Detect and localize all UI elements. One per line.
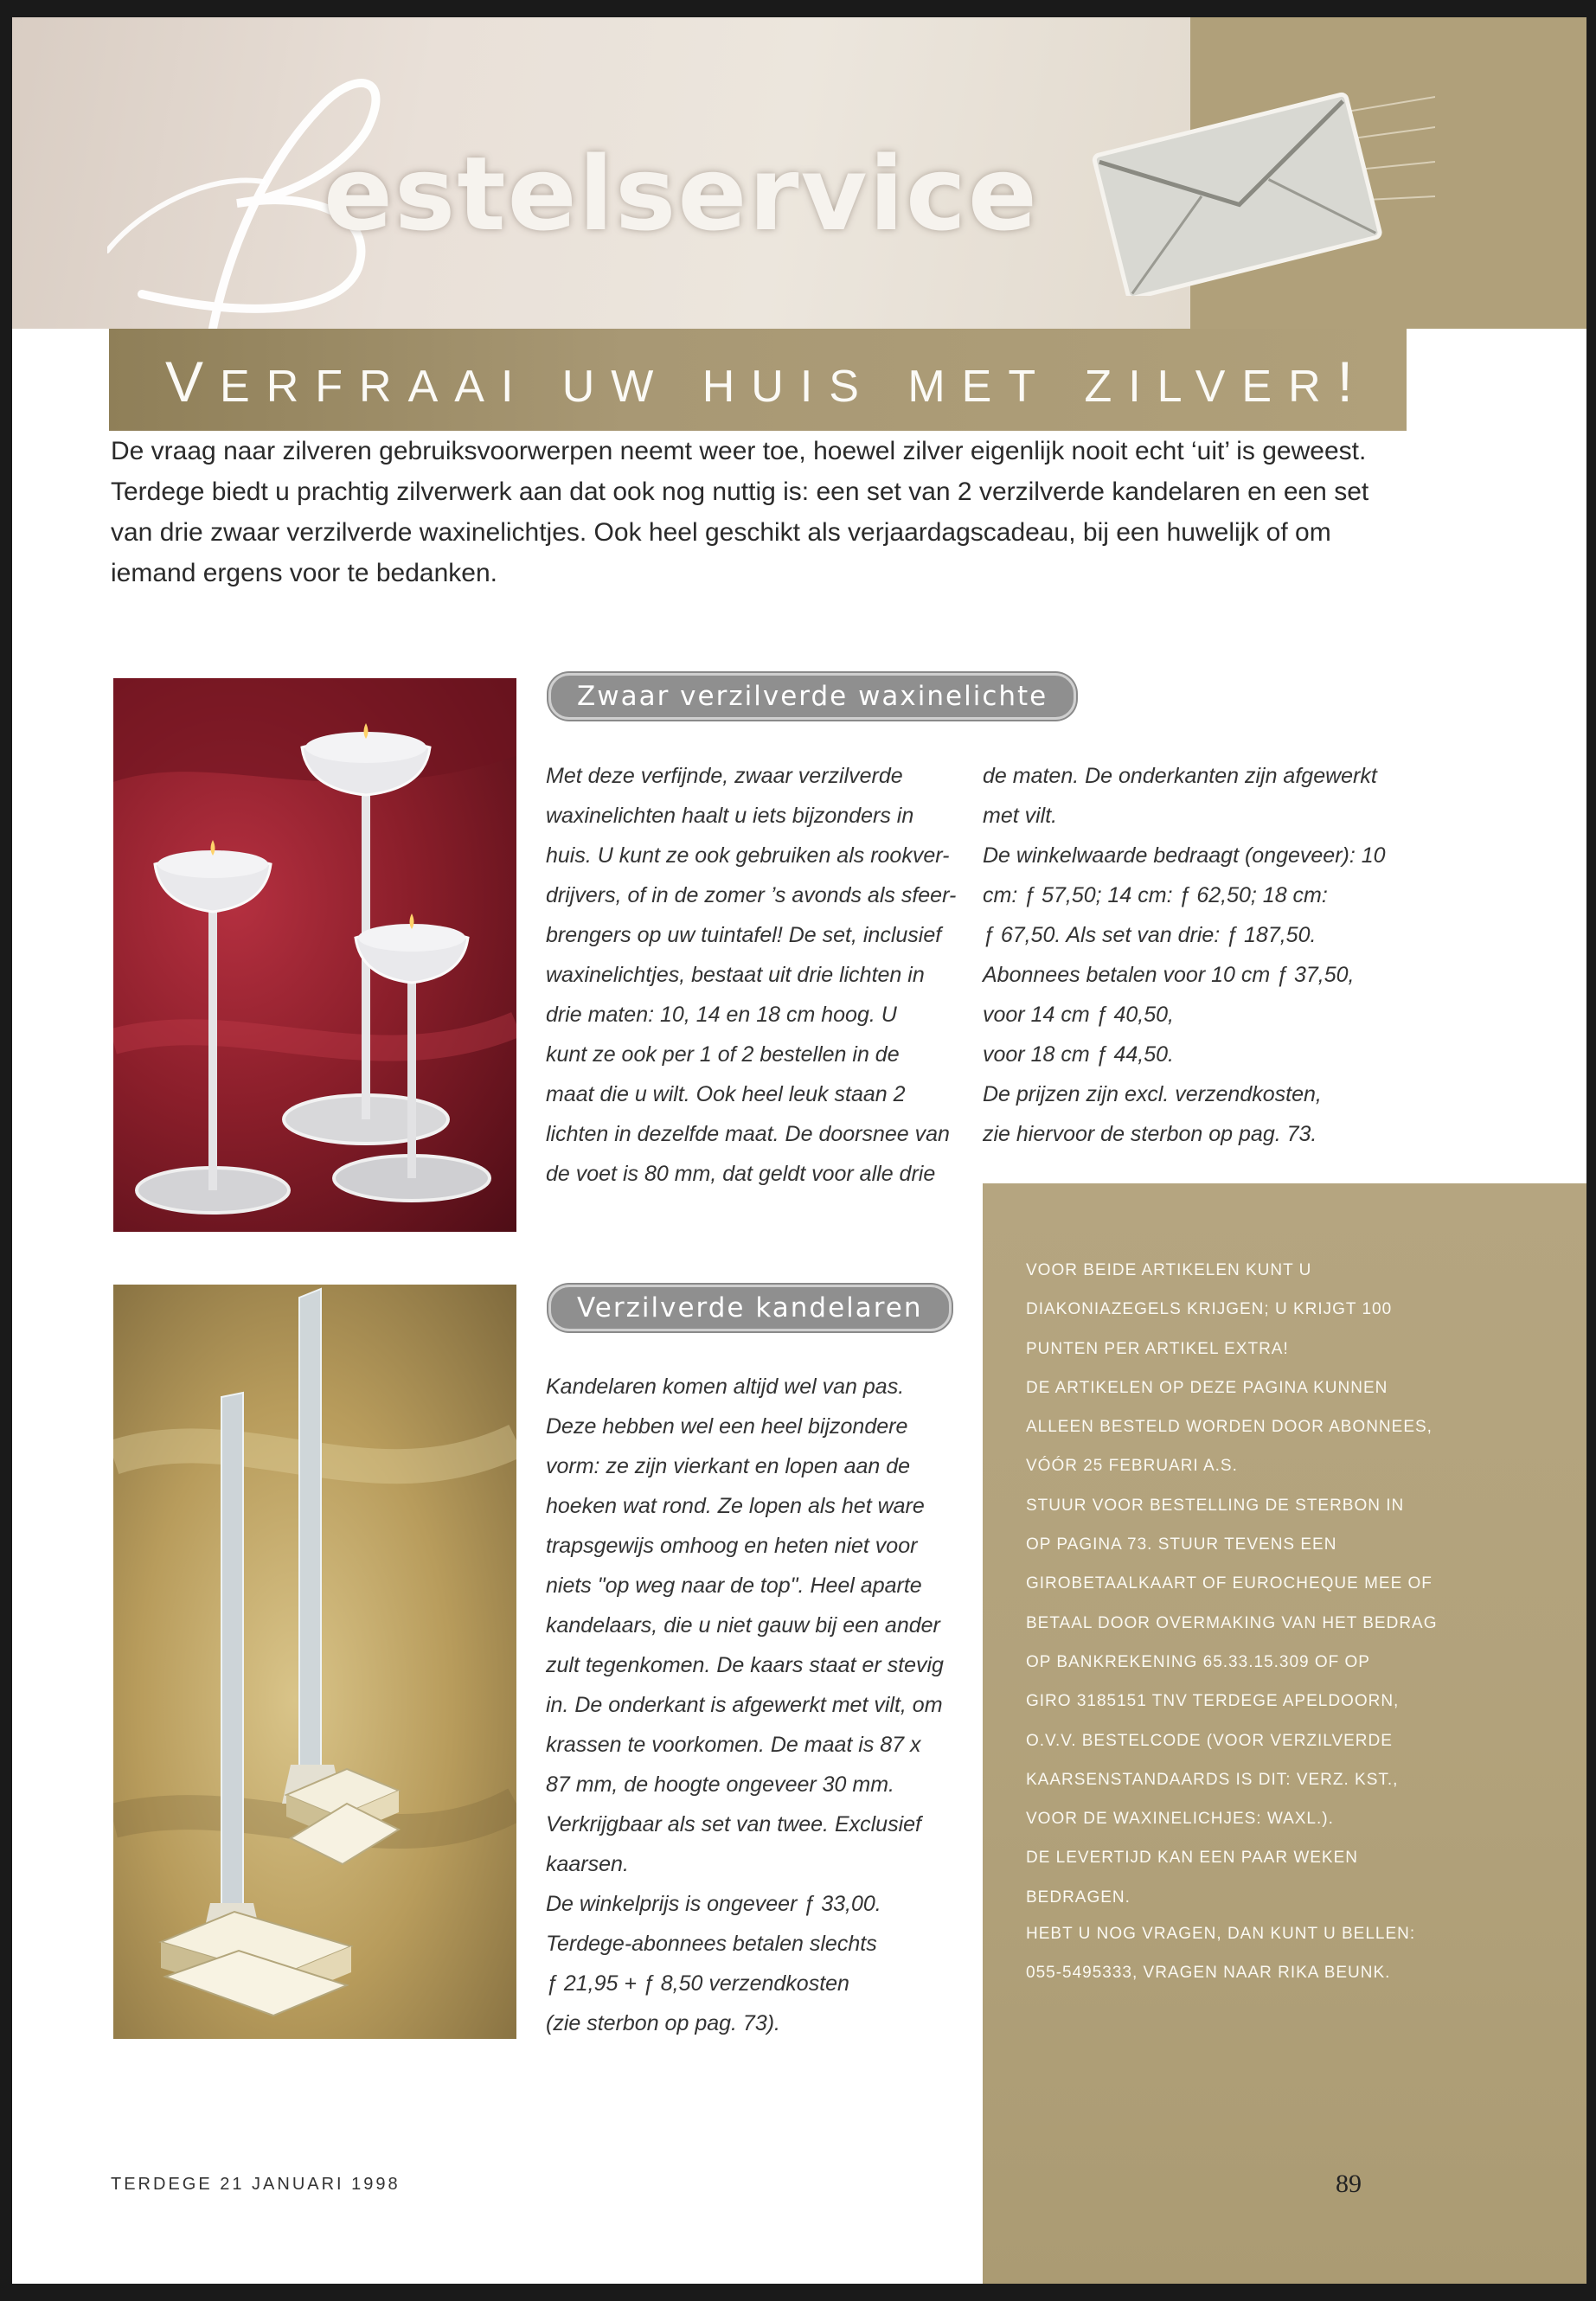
waxine-text-col2: de maten. De onderkanten zijn afgewerkt met vilt. De winkelwaarde bedraagt (ongeveer): 10 cm: ƒ 57,50; 14 cm: ƒ 62,50; 18 cm: ƒ 67,50. Als set van drie: ƒ 187,50. Abonnees betalen voor 10 cm ƒ 37,50, voor 14 cm ƒ 40,50, voor 18 cm ƒ 44,50. De prijzen zijn excl. verzendkosten, zie hiervoor de sterbon op pag. 73. xyxy=(983,764,1386,1146)
header-title: estelservice xyxy=(324,134,1039,253)
kandelaren-heading: Verzilverde kandelaren xyxy=(548,1285,952,1331)
order-info-panel xyxy=(983,1183,1586,2284)
intro-paragraph: De vraag naar zilveren gebruiksvoorwerpen neemt weer toe, hoewel zilver eigenlijk nooit echt ‘uit’ is geweest. Terdege biedt u prachtig zilverwerk aan dat ook nog nuttig is: een set van 2 verzilverde kandelaren en een set van drie zwaar verzilverde waxinelichtjes. Ook heel geschikt als verjaardagscadeau, bij een huwelijk of om iemand ergens voor te bedanken. xyxy=(111,437,1369,587)
waxine-heading: Zwaar verzilverde waxinelichte xyxy=(548,673,1076,720)
magazine-page xyxy=(12,17,1586,2284)
envelope-icon xyxy=(1072,88,1435,296)
kandelaren-photo xyxy=(113,1285,516,2039)
publication-footer: TERDEGE 21 JANUARI 1998 xyxy=(111,2175,401,2194)
waxine-text-col1: Met deze verfijnde, zwaar verzilverde waxinelichten haalt u iets bijzonders in huis. U kunt ze ook gebruiken als rookver- drijvers, of in de zomer ’s avonds als sfeer- brengers op uw tuintafel! De set, inclusief waxinelichtjes, bestaat uit drie lichten in drie maten: 10, 14 en 18 cm hoog. U kunt ze ook per 1 of 2 bestellen in de maat die u wilt. Ook heel leuk staan 2 lichten in dezelfde maat. De doorsnee van de voet is 80 mm, dat geldt voor alle drie xyxy=(546,764,957,1186)
page-number: 89 xyxy=(1336,2170,1362,2198)
waxinelichtjes-photo xyxy=(113,678,516,1232)
kandelaren-text: Kandelaren komen altijd wel van pas. Deze hebben wel een heel bijzondere vorm: ze zijn vierkant en lopen aan de hoeken wat rond. Ze lopen als het ware trapsgewijs omhoog en heten niet voor niets "op weg naar de top". Heel aparte kandelaars, die u niet gauw bij een ander zult tegenkomen. De kaars staat er stevig in. De onderkant is afgewerkt met vilt, om krassen te voorkomen. De maat is 87 x 87 mm, de hoogte ongeveer 30 mm. Verkrijgbaar als set van twee. Exclusief kaarsen. De winkelprijs is ongeveer ƒ 33,00. Terdege-abonnees betalen slechts ƒ 21,95 + ƒ 8,50 verzendkosten (zie sterbon op pag. 73). xyxy=(546,1375,944,2035)
waxinelichtjes-illustration xyxy=(113,678,516,1232)
contact-info: HEBT U NOG VRAGEN, DAN KUNT U BELLEN: 055-5495333, VRAGEN NAAR RIKA BEUNK. xyxy=(1026,1925,1416,1982)
headline-banner xyxy=(109,329,1407,431)
kandelaren-illustration xyxy=(113,1285,516,2039)
order-info-text: VOOR BEIDE ARTIKELEN KUNT U DIAKONIAZEGELS KRIJGEN; U KRIJGT 100 PUNTEN PER ARTIKEL EXTRA! DE ARTIKELEN OP DEZE PAGINA KUNNEN ALLEEN BESTELD WORDEN DOOR ABONNEES, VÓÓR 25 FEBRUARI A.S. STUUR VOOR BESTELLING DE STERBON IN OP PAGINA 73. STUUR TEVENS EEN GIROBETAALKAART OF EUROCHEQUE MEE OF BETAAL DOOR OVERMAKING VAN HET BEDRAG OP BANKREKENING 65.33.15.309 OF OP GIRO 3185151 TNV TERDEGE APELDOORN, O.V.V. BESTELCODE (VOOR VERZILVERDE KAARSENSTANDAARDS IS DIT: VERZ. KST., VOOR DE WAXINELICHJES: WAXL.). DE LEVERTIJD KAN EEN PAAR WEKEN BEDRAGEN. xyxy=(1026,1261,1438,1907)
headline-text: VERFRAAI UW HUIS MET ZILVER! xyxy=(165,349,1369,413)
